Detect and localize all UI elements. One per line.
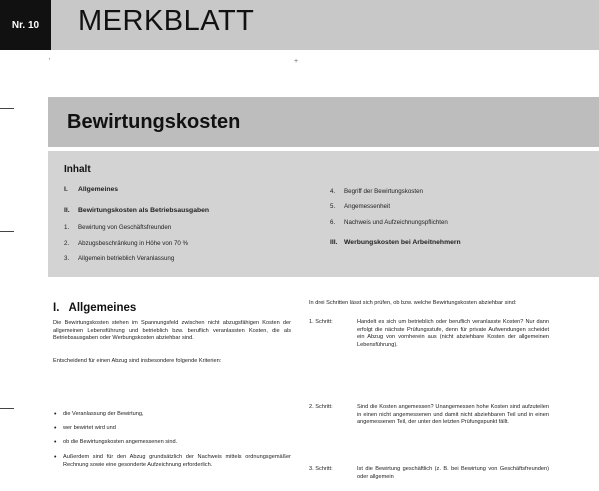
toc-item-number: III. <box>330 239 338 246</box>
step-text: Sind die Kosten angemessen? Unangemessen hohe Kosten sind aufzuteilen in einen nicht angemessenen und damit nicht abziehbaren Teil und in einen angemessenen Teil, der unter den letzten Prüfungspunkt fällt. <box>357 404 549 426</box>
toc-item-number: 6. <box>330 219 336 226</box>
margin-mark-2 <box>0 231 14 232</box>
toc-item-label: Allgemein betrieblich Veranlassung <box>78 255 175 262</box>
toc-item-betriebsausgaben[interactable] <box>64 207 209 214</box>
toc-item-werbungskosten[interactable] <box>330 239 461 246</box>
toc-item-label: Bewirtungskosten als Betriebsausgaben <box>78 207 210 214</box>
margin-mark-3 <box>0 408 14 409</box>
header-title: MERKBLATT <box>78 5 255 37</box>
criteria-paragraph: Entscheidend für einen Abzug sind insbesondere folgende Kriterien: <box>53 358 222 364</box>
toc-item-veranlassung[interactable] <box>64 255 174 262</box>
toc-item-begriff[interactable] <box>330 188 423 195</box>
list-item: • wer bewirtet wird und <box>63 425 291 433</box>
toc-heading: Inhalt <box>64 164 91 175</box>
toc-item-number: 4. <box>330 188 336 195</box>
list-item: • ob die Bewirtungskosten angemessenen sind. <box>63 439 291 447</box>
toc-item-label: Allgemeines <box>78 186 119 193</box>
toc-item-number: II. <box>64 207 70 214</box>
issue-number-label: Nr. 10 <box>11 19 40 31</box>
toc-item-label: Angemessenheit <box>344 203 391 210</box>
document-title: Bewirtungskosten <box>67 111 241 133</box>
margin-mark-1 <box>0 108 14 109</box>
step-label: 2. Schritt: <box>309 404 333 410</box>
crop-mark-center: + <box>294 58 299 65</box>
step-text: Ist die Bewirtung geschäftlich (z. B. bei Bewirtung von Geschäftsfreunden) oder allgemein <box>357 466 549 480</box>
toc-item-number: 5. <box>330 203 336 210</box>
toc-item-number: 1. <box>64 224 70 231</box>
steps-intro: In drei Schritten lässt sich prüfen, ob bzw. welche Bewirtungskosten abziehbar sind: <box>309 300 517 306</box>
toc-item-label: Abzugsbeschränkung in Höhe von 70 % <box>78 240 189 247</box>
toc-item-number: 3. <box>64 255 70 262</box>
section-heading: I. Allgemeines <box>53 302 137 314</box>
crop-mark-left: ' <box>49 58 51 65</box>
toc-item-allgemeines[interactable] <box>64 186 118 193</box>
toc-item-number: I. <box>64 186 68 193</box>
toc-item-label: Bewirtung von Geschäftsfreunden <box>78 224 172 231</box>
toc-item-label: Werbungskosten bei Arbeitnehmern <box>344 239 461 246</box>
toc-item-nachweis[interactable] <box>330 219 448 226</box>
toc-item-abzugsbeschraenkung[interactable] <box>64 240 188 247</box>
toc-item-label: Begriff der Bewirtungskosten <box>344 188 423 195</box>
toc-item-label: Nachweis und Aufzeichnungspflichten <box>344 219 448 226</box>
step-label: 1. Schritt: <box>309 319 333 325</box>
toc-item-number: 2. <box>64 240 70 247</box>
toc-item-geschaeftsfreunde[interactable] <box>64 224 171 231</box>
toc-item-angemessenheit[interactable] <box>330 203 390 210</box>
step-text: Handelt es sich um betrieblich oder beruflich veranlasste Kosten? Nur dann erfolgt die nächste Prüfungsstufe, denn für private Aufwendungen scheidet ein Abzug von vornherein aus (nicht abziehbare Kosten der allgemeinen Lebensführung). <box>357 319 549 348</box>
list-item: • Außerdem sind für den Abzug grundsätzlich der Nachweis mittels ordnungsgemäßer Rechnung sowie eine gesonderte Aufzeichnung erforderlich. <box>63 454 291 469</box>
issue-number-badge <box>0 0 51 50</box>
list-item: • die Veranlassung der Bewirtung, <box>63 411 291 419</box>
intro-paragraph: Die Bewirtungskosten stehen im Spannungsfeld zwischen nicht abzugsfähigen Kosten der allgemeinen Lebensführung und betrieblich bzw. beruflich veranlassten Kosten, die als Betriebsausgaben oder Werbungskosten abziehbar sind. <box>53 320 291 342</box>
step-label: 3. Schritt: <box>309 466 333 472</box>
